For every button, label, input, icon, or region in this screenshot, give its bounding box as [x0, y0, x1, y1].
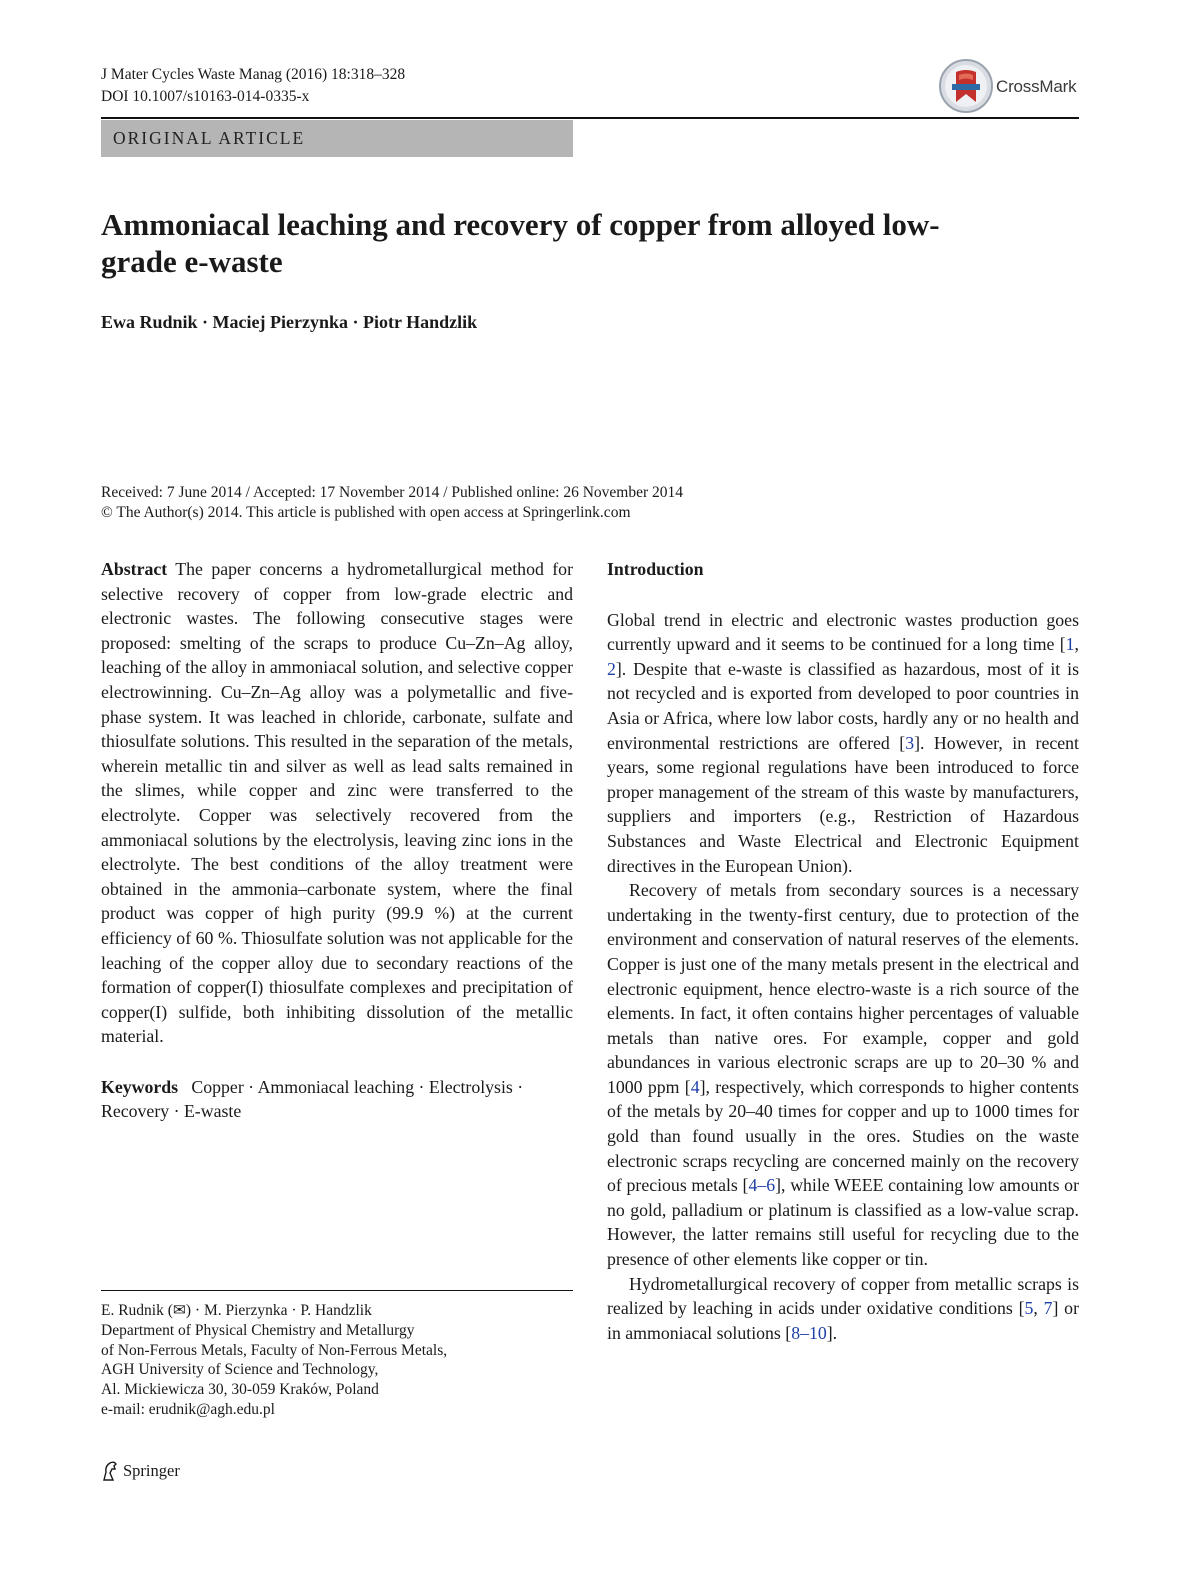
journal-citation: J Mater Cycles Waste Manag (2016) 18:318–328 — [101, 66, 406, 83]
affiliation-email[interactable]: e-mail: erudnik@agh.edu.pl — [101, 1400, 275, 1418]
intro-paragraph-1 — [607, 608, 1079, 879]
citation-link[interactable]: 7 — [1043, 1298, 1053, 1319]
text-run: ]. — [826, 1322, 838, 1343]
abstract-text: The paper concerns a hydrometallurgical method for selective recovery of copper from low-grade electric and electronic wastes. The following consecutive stages were proposed: smelting of the scraps to produce Cu–Zn–Ag alloy, leaching of the alloy in ammoniacal solution, and selective copper electrowinning. Cu–Zn–Ag alloy was a polymetallic and five-phase system. It was leached in chloride, carbonate, sulfate and thiosulfate solutions. This resulted in the separation of the metals, wherein metallic tin and silver as well as lead salts remained in the slimes, while copper and zinc were transferred to the electrolyte. Copper was selectively recovered from the ammoniacal solutions by the electrolysis, leaving zinc ions in the electrolyte. The best conditions of the alloy treatment were obtained in the ammonia–carbonate system, where the final product was copper of high purity (99.9 %) at the current efficiency of 60 %. Thiosulfate solution was not applicable for the leaching of the copper alloy due to secondary reactions of the formation of copper(I) thiosulfate complexes and precipitation of copper(I) sulfide, both inhibiting dissolution of the metallic material. — [101, 559, 573, 1047]
intro-paragraph-2 — [607, 878, 1079, 1272]
text-run: , — [1074, 634, 1079, 655]
text-run: ], while WEEE containing low amounts or no gold, palladium or platinum is classified as a low-value scrap. However, the latter remains still useful for recycling due to the presence of other elements like copper or tin. — [607, 1175, 1079, 1270]
article-title: Ammoniacal leaching and recovery of copper from alloyed low-grade e-waste — [101, 207, 940, 279]
text-run: ]. Despite that e-waste is classified as hazardous, most of it is not recycled and is exported from developed to poor countries in Asia or Africa, where low labor costs, hardly any or no health and environmental restrictions are offered [ — [607, 658, 1079, 753]
affiliation-dept: Department of Physical Chemistry and Metallurgy — [101, 1321, 415, 1339]
citation-link[interactable]: 3 — [905, 732, 915, 753]
crossmark-label: CrossMark — [996, 77, 1077, 96]
citation-link[interactable]: 8–10 — [791, 1322, 827, 1343]
dates-line: Received: 7 June 2014 / Accepted: 17 November 2014 / Published online: 26 November 2014 — [101, 484, 683, 501]
publisher-name: Springer — [123, 1461, 180, 1480]
footnote-rule — [101, 1290, 573, 1291]
publisher-footer — [101, 1460, 180, 1484]
keywords-text: Copper · Ammoniacal leaching · Electrolysis · Recovery · E-waste — [101, 1076, 524, 1122]
citation-link[interactable]: 2 — [607, 658, 616, 679]
text-run: ] or in ammoniacal solutions [ — [607, 1298, 1079, 1343]
abstract — [101, 557, 573, 1049]
header-rule — [101, 117, 1079, 119]
affiliation-authors: E. Rudnik (✉) · M. Pierzynka · P. Handzlik — [101, 1302, 372, 1319]
citation-link[interactable]: 5 — [1024, 1298, 1034, 1319]
crossmark-badge[interactable] — [938, 58, 1083, 114]
article-category-bar — [101, 120, 573, 157]
text-run: ], respectively, which corresponds to higher contents of the metals by 20–40 times for copper and up to 1000 times for gold than found usually in the ores. Studies on the waste electronic scraps recycling are concerned mainly on the recovery of precious metals [ — [607, 1076, 1079, 1196]
author-list: Ewa Rudnik · Maciej Pierzynka · Piotr Handzlik — [101, 312, 478, 332]
right-column — [607, 557, 1079, 1345]
text-run: , — [1033, 1298, 1044, 1319]
article-category: ORIGINAL ARTICLE — [113, 128, 306, 148]
springer-horse-icon — [101, 1460, 119, 1482]
author-affiliation — [101, 1301, 581, 1420]
intro-paragraph-3 — [607, 1272, 1079, 1346]
keywords-label: Keywords — [101, 1076, 179, 1097]
text-run: Hydrometallurgical recovery of copper from metallic scraps is realized by leaching in acids under oxidative conditions [ — [607, 1273, 1079, 1319]
doi[interactable]: DOI 10.1007/s10163-014-0335-x — [101, 88, 310, 105]
introduction-heading: Introduction — [607, 559, 704, 579]
affiliation-university: AGH University of Science and Technology, — [101, 1361, 379, 1379]
affiliation-faculty: of Non-Ferrous Metals, Faculty of Non-Ferrous Metals, — [101, 1341, 448, 1359]
keywords — [101, 1075, 573, 1124]
affiliation-address: Al. Mickiewicza 30, 30-059 Kraków, Poland — [101, 1381, 379, 1399]
left-column — [101, 557, 573, 1124]
copyright-line: © The Author(s) 2014. This article is published with open access at Springerlink.com — [101, 504, 631, 521]
crossmark-icon — [938, 58, 994, 114]
text-run: Global trend in electric and electronic wastes production goes currently upward and it seems to be continued for a long time [ — [607, 609, 1079, 655]
text-run: Recovery of metals from secondary sources is a necessary undertaking in the twenty-first century, due to protection of the environment and conservation of natural reserves of the elements. Copper is just one of the many metals present in the electrical and electronic equipment, hence electro-waste is a rich source of the elements. In fact, it often contains higher percentages of valuable metals than native ores. For example, copper and gold abundances in various electronic scraps are up to 20–30 % and 1000 ppm [ — [607, 880, 1079, 1097]
publication-history — [101, 483, 683, 523]
citation-link[interactable]: 4–6 — [748, 1175, 776, 1196]
citation-link[interactable]: 4 — [690, 1076, 700, 1097]
text-run: ]. However, in recent years, some regional regulations have been introduced to force proper management of the stream of this waste by manufacturers, suppliers and importers (e.g., Restriction of Hazardous Substances and Waste Electrical and Electronic Equipment directives in the European Union). — [607, 732, 1079, 876]
abstract-label: Abstract — [101, 559, 168, 579]
journal-info — [101, 64, 405, 108]
citation-link[interactable]: 1 — [1065, 634, 1075, 655]
